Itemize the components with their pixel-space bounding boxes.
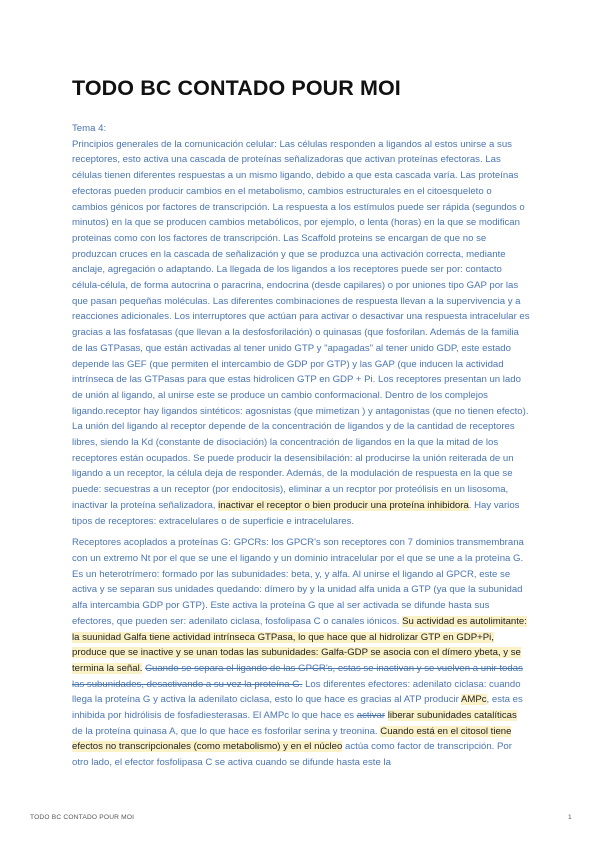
paragraph-text: Los diferentes efectores: adenilato ciclasa: cuando llega la proteína G y activa la adenilato ciclasa, esto lo que hace es gracias al ATP producir: [72, 678, 521, 706]
paragraph-principios: [72, 137, 530, 530]
highlighted-text: inactivar el receptor o bien producir una proteína inhibidora: [218, 499, 469, 511]
footer-document-title: TODO BC CONTADO POUR MOI: [30, 814, 135, 821]
highlighted-text: Cuando está en el citosol tiene efectos no transcripcionales (como metabolismo) y en el núcleo: [72, 725, 512, 753]
section-heading: Tema 4:: [72, 123, 107, 134]
page-number: 1: [568, 814, 572, 821]
paragraph-text: Principios generales de la comunicación celular: Las células responden a ligandos al estos unirse a sus receptores, esto activa una cascada de proteínas señalizadoras que activan proteínas efectoras. Las células tienen diferentes respuestas a un mismo ligando, debido a que esta cascada varía. Las proteínas efectoras pueden producir cambios en el metabolismo, cambios estructurales en el citoesqueleto o cambios génicos por factores de transcripción. La respuesta a los estímulos puede ser rápida (segundos o minutos) en la que se producen cambios metabólicos, por ejemplo, o lenta (horas) en la que se modifican proteinas como con los factores de transcripción. Las Scaffold proteins se encargan de que no se produzcan cruces en la cascada de señalización y que se produzca una activación correcta, mediante anclaje, agregación o adaptando. La llegada de los ligandos a los receptores puede ser por: contacto célula-célula, de forma autocrina o paracrina, endocrina (desde capilares) o por uniones tipo GAP por las que pasan pequeñas moléculas. Las diferentes combinaciones de respuesta llevan a la supervivencia y a reacciones adicionales. Los interruptores que actúan para activar o desactivar una respuesta intracelular es gracias a las fosfatasas (que llevan a la desfosforilación) o quinasas (que fosforilan. Además de la familia de las GTPasas, que están activadas al tener unido GTP y "apagadas" al tener unido GDP, este estado depende las GEF (que permiten el intercambio de GDP por GTP) y las GAP (que inducen la actividad intrínseca de las GTPasas para que estas hidrolicen GTP en GDP + Pi. Los receptores presentan un lado de unión al ligando, al unirse este se produce un cambio conformacional. Dentro de los complejos ligando.receptor hay ligandos sintéticos: agosnistas (que mimetizan ) y antagonistas (que no tienen efecto). La unión del ligando al receptor depende de la concentración de ligandos y de la cantidad de receptores libres, siendo la Kd (constante de disociación) la concentración de ligandos en la que la mitad de los receptores están ocupados. Se puede producir la desensibilación: al producirse la unión reiterada de un ligando a un receptor, la célula deja de responder. Además, de la modulación de respuesta en la que se puede: secuestras a un receptor (por endocitosis), eliminar a un recptor por proteólisis en un lisosoma, inactivar la proteína señalizadora,: [72, 138, 530, 511]
document-body: [72, 121, 530, 771]
paragraph-text: . Hay varios tipos de receptores: extracelulares o de superficie e intracelulares.: [72, 499, 520, 527]
strikethrough-text: activar: [356, 710, 386, 722]
highlighted-text: Su actividad es autolimitante: la suunidad Galfa tiene actividad intrínseca GTPasa, lo que hace que al hidrolizar GTP en GDP+Pi, produce que se inactive y se unan todas las subunidades: Galfa-GDP se asocia con el dímero ybeta, y se termina la señal.: [72, 615, 527, 674]
highlighted-text: liberar subunidades catalíticas: [387, 710, 517, 722]
strikethrough-text: Cuando se separa el ligando de las GPCR's, estas se inactivan y se vuelven a unir todas las subunidades, desactivando a su vez la proteína G.: [72, 662, 523, 690]
paragraph-text: de la proteína quinasa A, que lo que hace es fosforilar serina y treonina.: [72, 725, 381, 737]
paragraph-text: actúa como factor de transcripción. Por otro lado, el efector fosfolipasa C se activa cuando se difunde hasta este la: [72, 741, 512, 769]
highlighted-text: AMPc: [460, 694, 487, 706]
paragraph-gpcr: [72, 535, 530, 771]
paragraph-text: Receptores acoplados a proteínas G: GPCRs: los GPCR's son receptores con 7 dominios transmembrana con un extremo Nt por el que se une el ligando y un dominio intracelular por el que se une a la proteína G. Es un heterotrímero: formado por las subunidades: beta, y, y alfa. Al unirse el ligando al GPCR, este se activa y se separan sus unidades quedando: dímero by y la unidad alfa unida a GTP (ya que la subunidad alfa intercambia GDP por GTP). Este activa la proteína G que al ser activada se difunde hasta sus efectores, que pueden ser: adenilato ciclasa, fosfolipasa C o canales iónicos.: [72, 537, 524, 627]
paragraph-text: , esta es inhibida por hidrólisis de fosfadiesterasas. El AMPc lo que hace es: [72, 694, 523, 722]
document-title: TODO BC CONTADO POUR MOI: [72, 76, 401, 100]
